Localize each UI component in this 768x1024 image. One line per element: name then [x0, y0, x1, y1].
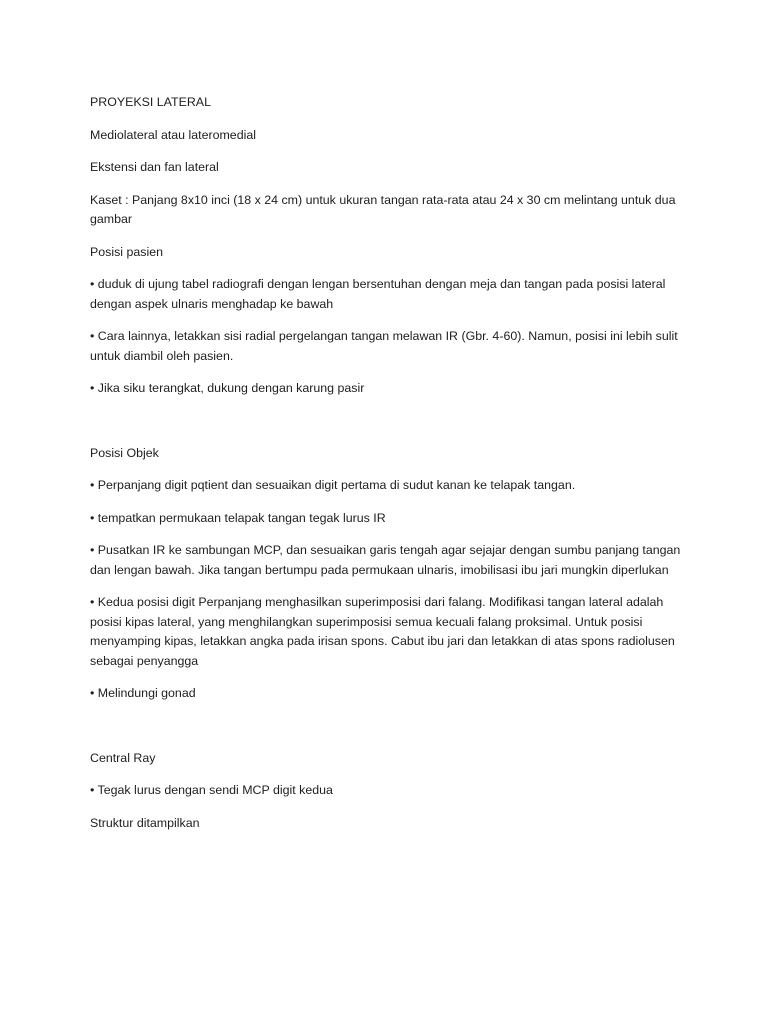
structures-title: Struktur ditampilkan: [90, 815, 200, 830]
object-position-item: • Perpanjang digit pqtient dan sesuaikan digit pertama di sudut kanan ke telapak tangan.: [90, 478, 576, 492]
patient-position-item: • Jika siku terangkat, dukung dengan karung pasir: [90, 381, 365, 395]
patient-position-item: • duduk di ujung tabel radiografi dengan lengan bersentuhan dengan meja dan tangan pada posisi lateral dengan aspek ulnaris menghadap ke bawah: [90, 277, 666, 311]
patient-position-item: • Cara lainnya, letakkan sisi radial pergelangan tangan melawan IR (Gbr. 4-60). Namun, posisi ini lebih sulit untuk diambil oleh pasien.: [90, 329, 678, 363]
object-position-item: • Pusatkan IR ke sambungan MCP, dan sesuaikan garis tengah agar sejajar dengan sumbu panjang tangan dan lengan bawah. Jika tangan bertumpu pada permukaan ulnaris, imobilisasi ibu jari mungkin diperlukan: [90, 543, 681, 577]
document-heading: PROYEKSI LATERAL: [90, 95, 211, 109]
object-position-item: • Kedua posisi digit Perpanjang menghasilkan superimposisi dari falang. Modifikasi tangan lateral adalah posisi kipas lateral, yang menghilangkan superimposisi semua kecuali falang proksimal. Untuk posisi menyamping kipas, letakkan angka pada irisan spons. Cabut ibu jari dan letakkan di atas spons radiolusen sebagai penyangga: [90, 595, 675, 668]
object-position-title: Posisi Objek: [90, 445, 159, 460]
object-position-item: • tempatkan permukaan telapak tangan tegak lurus IR: [90, 510, 386, 525]
cassette-text: Kaset : Panjang 8x10 inci (18 x 24 cm) untuk ukuran tangan rata-rata atau 24 x 30 cm melintang untuk dua gambar: [90, 192, 676, 226]
document-body: [90, 93, 690, 833]
object-position-item: • Melindungi gonad: [90, 686, 196, 700]
central-ray-item: • Tegak lurus dengan sendi MCP digit kedua: [90, 783, 333, 797]
extension-text: Ekstensi dan fan lateral: [90, 160, 219, 174]
central-ray-title: Central Ray: [90, 750, 156, 765]
patient-position-title: Posisi pasien: [90, 244, 164, 259]
projection-text: Mediolateral atau lateromedial: [90, 127, 256, 142]
